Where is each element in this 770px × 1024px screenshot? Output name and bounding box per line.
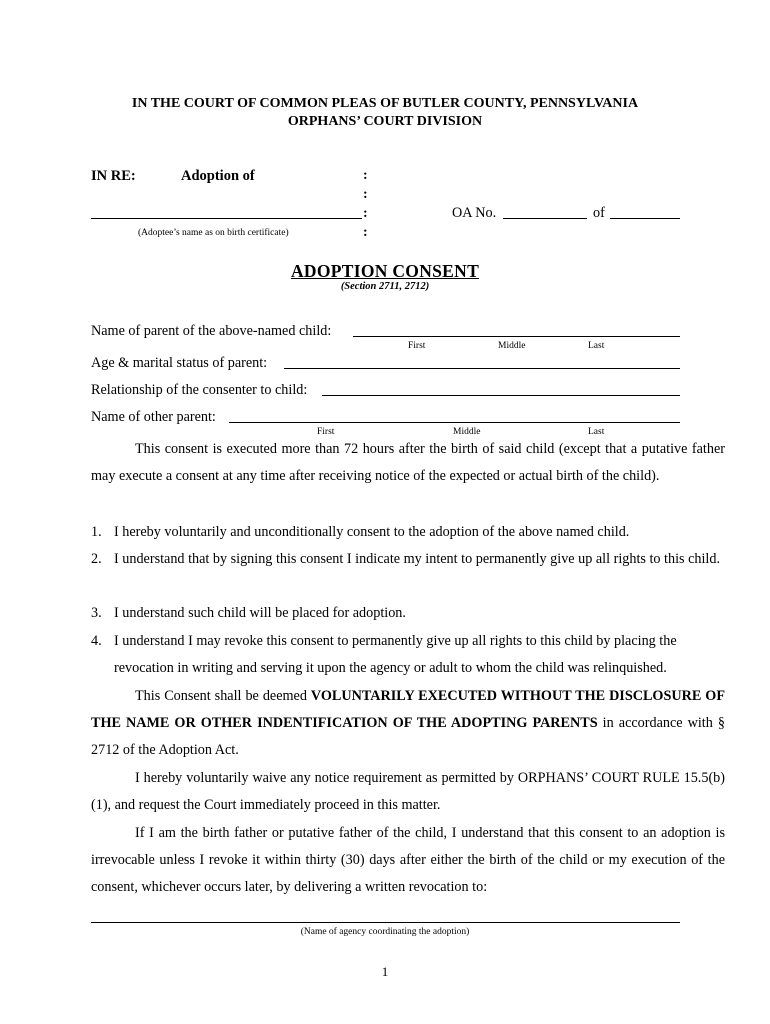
disclosure-bold: VOLUNTARILY EXECUTED WITHOUT THE DISCLOSURE OF THE NAME OR OTHER INDENTIFICATION OF THE ADOPTING PARENTS xyxy=(91,688,725,731)
list-number: 4. xyxy=(91,633,102,649)
disclosure-start: This Consent shall be deemed xyxy=(135,688,311,704)
caption-colon: : xyxy=(363,225,368,240)
list-text: I understand that by signing this consent I indicate my intent to permanently give up all rights to this child. xyxy=(114,551,721,567)
list-text: I hereby voluntarily and unconditionally consent to the adoption of the above named child. xyxy=(114,524,630,540)
age-marital-label: Age & marital status of parent: xyxy=(91,355,268,371)
middle-caption: Middle xyxy=(453,427,481,437)
adoptee-note: (Adoptee’s name as on birth certificate) xyxy=(138,228,289,238)
court-heading: IN THE COURT OF COMMON PLEAS OF BUTLER COUNTY, PENNSYLVANIA xyxy=(131,96,639,111)
agency-name-line[interactable] xyxy=(91,922,680,923)
first-caption: First xyxy=(317,427,335,437)
first-caption: First xyxy=(408,341,426,351)
intro-paragraph: This consent is executed more than 72 hours after the birth of said child (except that a putative father may execute a consent at any time after receiving notice of the expected or actual birth of the child). xyxy=(91,441,725,484)
caption-colon: : xyxy=(363,168,368,183)
other-parent-label: Name of other parent: xyxy=(91,409,216,425)
last-caption: Last xyxy=(588,341,605,351)
birth-father-paragraph: If I am the birth father or putative father of the child, I understand that this consent to an adoption is irrevocable unless I revoke it within thirty (30) days after either the birth of the child or my execution of the consent, whichever occurs later, by delivering a written revocation to: xyxy=(91,825,725,895)
list-item xyxy=(91,628,725,682)
list-number: 3. xyxy=(91,605,102,621)
disclosure-end: in accordance with § 2712 of the Adoption Act. xyxy=(91,715,725,758)
waiver-paragraph: I hereby voluntarily waive any notice requirement as permitted by ORPHANS’ COURT RULE 15.5(b)(1), and request the Court immediately proceed in this matter. xyxy=(91,770,725,813)
list-text: I understand I may revoke this consent to permanently give up all rights to this child by placing the revocation in writing and serving it upon the agency or adult to whom the child was relinquished. xyxy=(114,633,677,676)
disclosure-paragraph xyxy=(91,683,725,764)
middle-caption: Middle xyxy=(498,341,526,351)
caption-colon: : xyxy=(363,206,368,221)
list-number: 2. xyxy=(91,551,102,567)
list-text: I understand such child will be placed for adoption. xyxy=(114,605,406,621)
agency-note: (Name of agency coordinating the adoption) xyxy=(300,927,470,937)
list-item xyxy=(91,546,725,573)
other-parent-line[interactable] xyxy=(229,422,680,423)
adoption-of-label: Adoption of xyxy=(181,168,255,184)
list-item xyxy=(91,519,725,546)
parent-name-label: Name of parent of the above-named child: xyxy=(91,323,332,339)
oa-year-line[interactable] xyxy=(610,218,680,219)
list-item xyxy=(91,600,725,627)
oa-no-label: OA No. xyxy=(452,205,497,221)
parent-name-line[interactable] xyxy=(353,336,680,337)
division-heading: ORPHANS’ COURT DIVISION xyxy=(287,114,483,129)
relationship-label: Relationship of the consenter to child: xyxy=(91,382,308,398)
page-number: 1 xyxy=(381,964,389,979)
document-title: ADOPTION CONSENT xyxy=(290,261,480,281)
section-reference: (Section 2711, 2712) xyxy=(340,281,430,292)
caption-colon: : xyxy=(363,187,368,202)
oa-no-line[interactable] xyxy=(503,218,587,219)
adoptee-name-line[interactable] xyxy=(91,218,362,219)
age-marital-line[interactable] xyxy=(284,368,680,369)
relationship-line[interactable] xyxy=(322,395,680,396)
oa-of-label: of xyxy=(593,205,605,221)
last-caption: Last xyxy=(588,427,605,437)
in-re-label: IN RE: xyxy=(91,168,136,184)
list-number: 1. xyxy=(91,524,102,540)
